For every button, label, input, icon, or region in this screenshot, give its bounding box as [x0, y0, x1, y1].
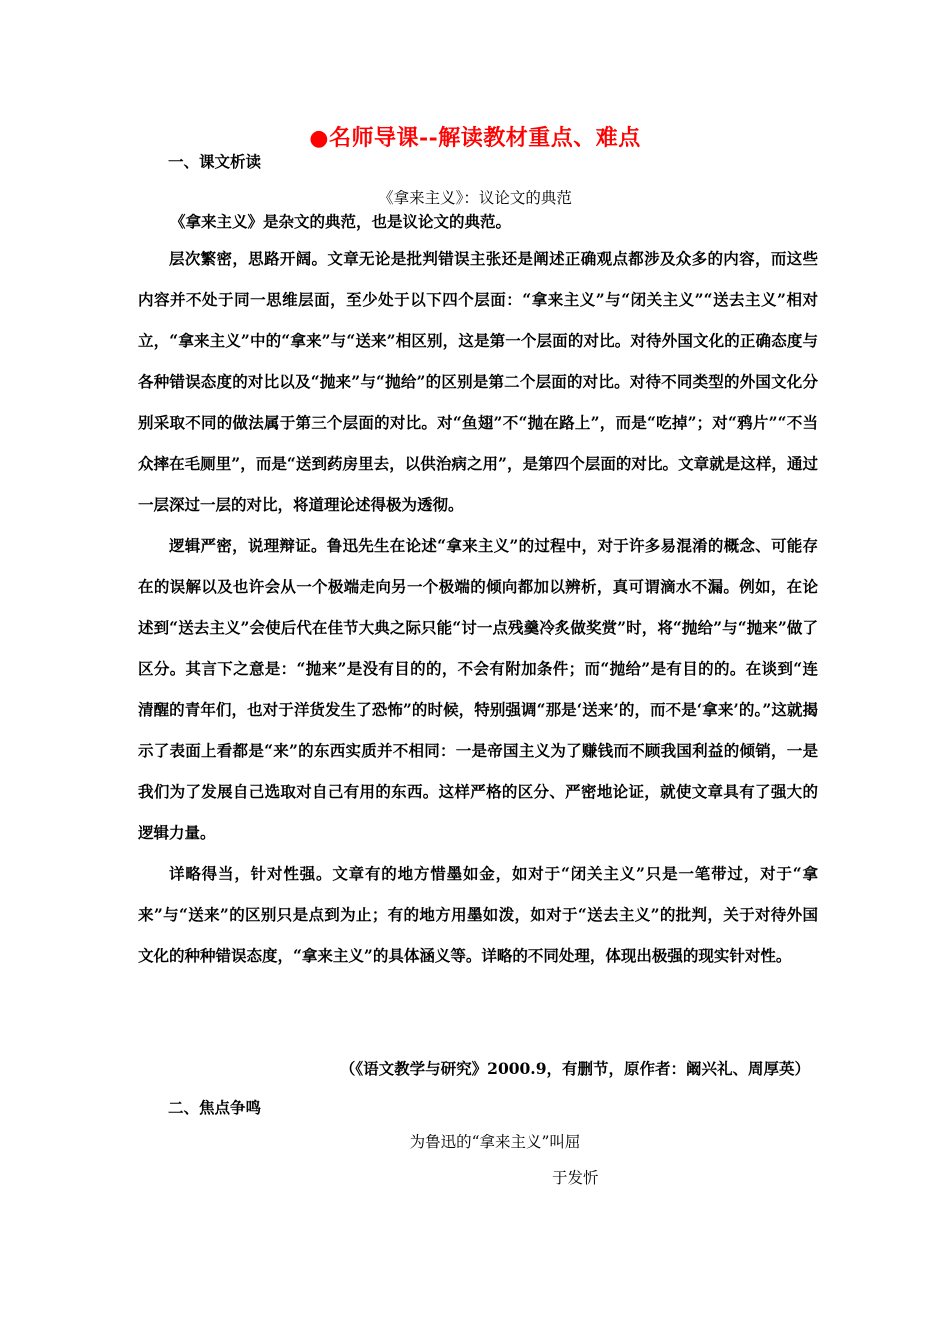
page-title-text: 名师导课--解读教材重点、难点 — [328, 125, 641, 151]
section-1-heading: 一、课文析读 — [168, 152, 262, 171]
page-title — [0, 121, 950, 152]
intro-line: 《拿来主义》是杂文的典范，也是议论文的典范。 — [170, 212, 512, 231]
bullet-dot-icon: ● — [309, 125, 329, 151]
section-1-subtitle: 《拿来主义》：议论文的典范 — [378, 189, 572, 207]
paragraph-2: 逻辑严密，说理辩证。鲁迅先生在论述“拿来主义”的过程中，对于许多易混淆的概念、可能存在的误解以及也许会从一个极端走向另一个极端的倾向都加以辨析，真可谓滴水不漏。例如，在论述到“送去主义”会使后代在佳节大典之际只能“讨一点残羹冷炙做奖赏”时，将“抛给”与“抛来”做了区分。其言下之意是：“抛来”是没有目的的，不会有附加条件；而“抛给”是有目的的。在谈到“连清醒的青年们，也对于洋货发生了恐怖”的时候，特别强调“那是‘送来’的，而不是‘拿来’的。”这就揭示了表面上看都是“来”的东西实质并不相同：一是帝国主义为了赚钱而不顾我国利益的倾销，一是我们为了发展自己选取对自己有用的东西。这样严格的区分、严密地论证，就使文章具有了强大的逻辑力量。 — [138, 536, 818, 842]
paragraph-3: 详略得当，针对性强。文章有的地方惜墨如金，如对于“闭关主义”只是一笔带过，对于“拿来”与“送来”的区别只是点到为止；有的地方用墨如泼，如对于“送去主义”的批判，关于对待外国文化的种种错误态度，“拿来主义”的具体涵义等。详略的不同处理，体现出极强的现实针对性。 — [138, 864, 818, 965]
source-citation: （《语文教学与研究》2000.9，有删节，原作者：阚兴礼、周厚英） — [339, 1059, 810, 1078]
section-2-heading: 二、焦点争鸣 — [168, 1098, 262, 1117]
body-text — [138, 238, 818, 976]
article-title: 为鲁迅的“拿来主义”叫屈 — [409, 1133, 581, 1151]
article-author: 于发忻 — [552, 1169, 599, 1187]
paragraph-1: 层次繁密，思路开阔。文章无论是批判错误主张还是阐述正确观点都涉及众多的内容，而这些内容并不处于同一思维层面，至少处于以下四个层面：“拿来主义”与“闭关主义”“送去主义”相对立，“拿来主义”中的“拿来”与“送来”相区别，这是第一个层面的对比。对待外国文化的正确态度与各种错误态度的对比以及“抛来”与“抛给”的区别是第二个层面的对比。对待不同类型的外国文化分别采取不同的做法属于第三个层面的对比。对“鱼翅”不“抛在路上”，而是“吃掉”；对“鸦片”“不当众摔在毛厕里”，而是“送到药房里去，以供治病之用”，是第四个层面的对比。文章就是这样，通过一层深过一层的对比，将道理论述得极为透彻。 — [138, 249, 818, 514]
